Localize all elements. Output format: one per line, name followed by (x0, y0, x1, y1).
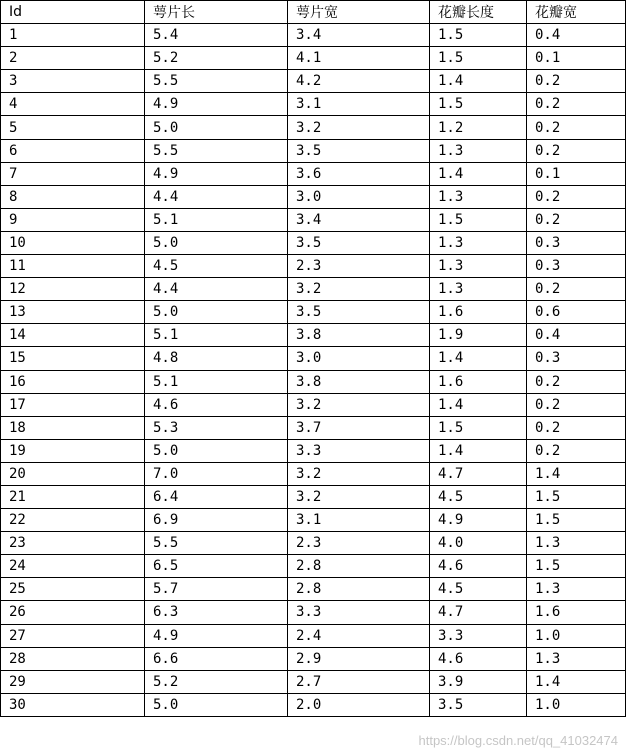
cell-id: 25 (1, 578, 145, 601)
table-row (1, 532, 626, 555)
cell-sepal-length: 5.3 (145, 416, 288, 439)
cell-sepal-length: 5.0 (145, 693, 288, 716)
table-row (1, 255, 626, 278)
cell-petal-width: 1.5 (527, 555, 626, 578)
cell-sepal-length: 6.5 (145, 555, 288, 578)
cell-sepal-width: 4.1 (288, 47, 430, 70)
header-id: Id (1, 1, 145, 24)
cell-id: 7 (1, 162, 145, 185)
cell-sepal-length: 4.5 (145, 255, 288, 278)
cell-id: 16 (1, 370, 145, 393)
cell-petal-length: 1.2 (430, 116, 527, 139)
cell-petal-length: 4.9 (430, 509, 527, 532)
cell-petal-width: 0.1 (527, 162, 626, 185)
cell-sepal-width: 2.3 (288, 255, 430, 278)
cell-sepal-length: 5.4 (145, 24, 288, 47)
cell-petal-width: 1.5 (527, 509, 626, 532)
cell-sepal-length: 5.0 (145, 116, 288, 139)
cell-sepal-width: 2.4 (288, 624, 430, 647)
cell-petal-width: 0.2 (527, 370, 626, 393)
cell-id: 10 (1, 231, 145, 254)
cell-petal-width: 1.0 (527, 693, 626, 716)
cell-id: 9 (1, 208, 145, 231)
table-row (1, 693, 626, 716)
cell-sepal-length: 4.8 (145, 347, 288, 370)
cell-id: 6 (1, 139, 145, 162)
table-row (1, 70, 626, 93)
cell-id: 30 (1, 693, 145, 716)
cell-petal-length: 1.3 (430, 185, 527, 208)
cell-id: 11 (1, 255, 145, 278)
table-row (1, 578, 626, 601)
cell-id: 18 (1, 416, 145, 439)
cell-id: 20 (1, 462, 145, 485)
cell-sepal-width: 3.0 (288, 347, 430, 370)
table-row (1, 324, 626, 347)
cell-petal-length: 4.6 (430, 647, 527, 670)
cell-petal-width: 1.0 (527, 624, 626, 647)
table-row (1, 301, 626, 324)
cell-sepal-width: 3.5 (288, 139, 430, 162)
cell-petal-length: 4.6 (430, 555, 527, 578)
cell-id: 22 (1, 509, 145, 532)
cell-petal-width: 0.2 (527, 185, 626, 208)
cell-sepal-width: 3.8 (288, 324, 430, 347)
header-petal-width: 花瓣宽 (527, 1, 626, 24)
cell-petal-length: 1.5 (430, 93, 527, 116)
cell-id: 17 (1, 393, 145, 416)
cell-sepal-length: 5.1 (145, 370, 288, 393)
cell-petal-length: 1.4 (430, 162, 527, 185)
cell-petal-length: 1.6 (430, 370, 527, 393)
cell-petal-width: 0.2 (527, 139, 626, 162)
cell-petal-width: 1.3 (527, 578, 626, 601)
table-row (1, 393, 626, 416)
cell-sepal-length: 4.4 (145, 185, 288, 208)
cell-sepal-width: 3.2 (288, 393, 430, 416)
cell-sepal-length: 5.2 (145, 47, 288, 70)
table-row (1, 555, 626, 578)
cell-sepal-length: 5.5 (145, 70, 288, 93)
cell-id: 29 (1, 670, 145, 693)
cell-id: 3 (1, 70, 145, 93)
cell-petal-length: 4.7 (430, 462, 527, 485)
table-row (1, 93, 626, 116)
cell-sepal-width: 3.2 (288, 462, 430, 485)
cell-sepal-length: 5.5 (145, 139, 288, 162)
cell-id: 27 (1, 624, 145, 647)
cell-sepal-width: 3.4 (288, 24, 430, 47)
cell-petal-length: 1.5 (430, 416, 527, 439)
table-row (1, 416, 626, 439)
cell-petal-length: 4.7 (430, 601, 527, 624)
cell-petal-width: 0.2 (527, 208, 626, 231)
cell-sepal-width: 3.1 (288, 93, 430, 116)
cell-id: 8 (1, 185, 145, 208)
cell-petal-length: 1.4 (430, 70, 527, 93)
cell-petal-width: 0.2 (527, 70, 626, 93)
cell-petal-width: 0.2 (527, 439, 626, 462)
cell-petal-length: 1.4 (430, 393, 527, 416)
table-row (1, 370, 626, 393)
cell-petal-width: 0.2 (527, 278, 626, 301)
cell-id: 26 (1, 601, 145, 624)
cell-sepal-width: 2.8 (288, 578, 430, 601)
table-row (1, 116, 626, 139)
cell-petal-width: 1.4 (527, 462, 626, 485)
cell-sepal-width: 3.0 (288, 185, 430, 208)
cell-petal-length: 1.6 (430, 301, 527, 324)
cell-sepal-length: 6.9 (145, 509, 288, 532)
header-sepal-width: 萼片宽 (288, 1, 430, 24)
table-row (1, 24, 626, 47)
cell-sepal-width: 3.3 (288, 439, 430, 462)
cell-petal-width: 0.6 (527, 301, 626, 324)
table-row (1, 185, 626, 208)
cell-petal-width: 0.2 (527, 116, 626, 139)
table-row (1, 439, 626, 462)
table-row (1, 509, 626, 532)
watermark: https://blog.csdn.net/qq_41032474 (418, 733, 618, 748)
cell-sepal-length: 5.0 (145, 301, 288, 324)
cell-id: 19 (1, 439, 145, 462)
cell-petal-length: 1.5 (430, 208, 527, 231)
cell-petal-width: 0.2 (527, 393, 626, 416)
cell-sepal-width: 3.7 (288, 416, 430, 439)
table-row (1, 347, 626, 370)
table-row (1, 670, 626, 693)
table-row (1, 47, 626, 70)
cell-petal-width: 0.3 (527, 231, 626, 254)
cell-sepal-length: 4.9 (145, 93, 288, 116)
cell-sepal-length: 5.0 (145, 439, 288, 462)
cell-id: 13 (1, 301, 145, 324)
cell-sepal-width: 3.3 (288, 601, 430, 624)
cell-sepal-length: 6.4 (145, 485, 288, 508)
cell-petal-width: 0.3 (527, 347, 626, 370)
cell-id: 12 (1, 278, 145, 301)
table-row (1, 462, 626, 485)
cell-sepal-width: 3.2 (288, 116, 430, 139)
cell-id: 14 (1, 324, 145, 347)
cell-petal-length: 1.3 (430, 255, 527, 278)
cell-id: 21 (1, 485, 145, 508)
table-row (1, 278, 626, 301)
cell-petal-length: 3.5 (430, 693, 527, 716)
cell-petal-width: 0.2 (527, 93, 626, 116)
cell-sepal-width: 3.4 (288, 208, 430, 231)
cell-petal-length: 1.4 (430, 347, 527, 370)
cell-petal-width: 0.2 (527, 416, 626, 439)
table-row (1, 231, 626, 254)
cell-sepal-width: 2.3 (288, 532, 430, 555)
cell-sepal-length: 5.1 (145, 324, 288, 347)
cell-sepal-width: 4.2 (288, 70, 430, 93)
cell-sepal-length: 4.4 (145, 278, 288, 301)
cell-sepal-length: 4.9 (145, 624, 288, 647)
table-row (1, 139, 626, 162)
cell-petal-width: 1.5 (527, 485, 626, 508)
cell-petal-width: 1.3 (527, 532, 626, 555)
cell-petal-length: 4.5 (430, 485, 527, 508)
header-sepal-length: 萼片长 (145, 1, 288, 24)
table-row (1, 647, 626, 670)
cell-id: 23 (1, 532, 145, 555)
cell-sepal-width: 2.8 (288, 555, 430, 578)
cell-petal-length: 1.9 (430, 324, 527, 347)
cell-petal-length: 4.5 (430, 578, 527, 601)
table-row (1, 208, 626, 231)
table-row (1, 162, 626, 185)
cell-petal-length: 1.5 (430, 24, 527, 47)
cell-sepal-length: 5.0 (145, 231, 288, 254)
table-row (1, 601, 626, 624)
cell-sepal-length: 6.6 (145, 647, 288, 670)
table-row (1, 624, 626, 647)
cell-sepal-length: 5.5 (145, 532, 288, 555)
cell-sepal-length: 5.7 (145, 578, 288, 601)
cell-petal-length: 3.9 (430, 670, 527, 693)
cell-id: 4 (1, 93, 145, 116)
cell-petal-length: 1.3 (430, 139, 527, 162)
cell-sepal-width: 3.1 (288, 509, 430, 532)
cell-sepal-length: 5.1 (145, 208, 288, 231)
cell-petal-length: 1.4 (430, 439, 527, 462)
cell-sepal-width: 2.0 (288, 693, 430, 716)
cell-petal-width: 0.4 (527, 324, 626, 347)
cell-sepal-width: 3.5 (288, 301, 430, 324)
cell-id: 1 (1, 24, 145, 47)
table-body (1, 24, 626, 717)
cell-petal-width: 0.3 (527, 255, 626, 278)
cell-id: 2 (1, 47, 145, 70)
cell-sepal-width: 3.2 (288, 485, 430, 508)
cell-petal-length: 4.0 (430, 532, 527, 555)
cell-sepal-length: 4.6 (145, 393, 288, 416)
cell-petal-width: 1.6 (527, 601, 626, 624)
cell-sepal-width: 3.6 (288, 162, 430, 185)
cell-petal-width: 1.4 (527, 670, 626, 693)
cell-id: 24 (1, 555, 145, 578)
cell-id: 15 (1, 347, 145, 370)
cell-id: 28 (1, 647, 145, 670)
cell-sepal-length: 7.0 (145, 462, 288, 485)
header-row (1, 1, 626, 24)
cell-petal-length: 1.3 (430, 278, 527, 301)
cell-petal-width: 1.3 (527, 647, 626, 670)
cell-sepal-length: 4.9 (145, 162, 288, 185)
cell-sepal-width: 3.8 (288, 370, 430, 393)
cell-sepal-length: 5.2 (145, 670, 288, 693)
cell-sepal-width: 3.5 (288, 231, 430, 254)
cell-sepal-width: 3.2 (288, 278, 430, 301)
cell-petal-length: 1.3 (430, 231, 527, 254)
header-petal-length: 花瓣长度 (430, 1, 527, 24)
cell-sepal-width: 2.7 (288, 670, 430, 693)
cell-sepal-length: 6.3 (145, 601, 288, 624)
cell-petal-length: 3.3 (430, 624, 527, 647)
cell-id: 5 (1, 116, 145, 139)
table-row (1, 485, 626, 508)
cell-petal-length: 1.5 (430, 47, 527, 70)
cell-sepal-width: 2.9 (288, 647, 430, 670)
cell-petal-width: 0.1 (527, 47, 626, 70)
cell-petal-width: 0.4 (527, 24, 626, 47)
